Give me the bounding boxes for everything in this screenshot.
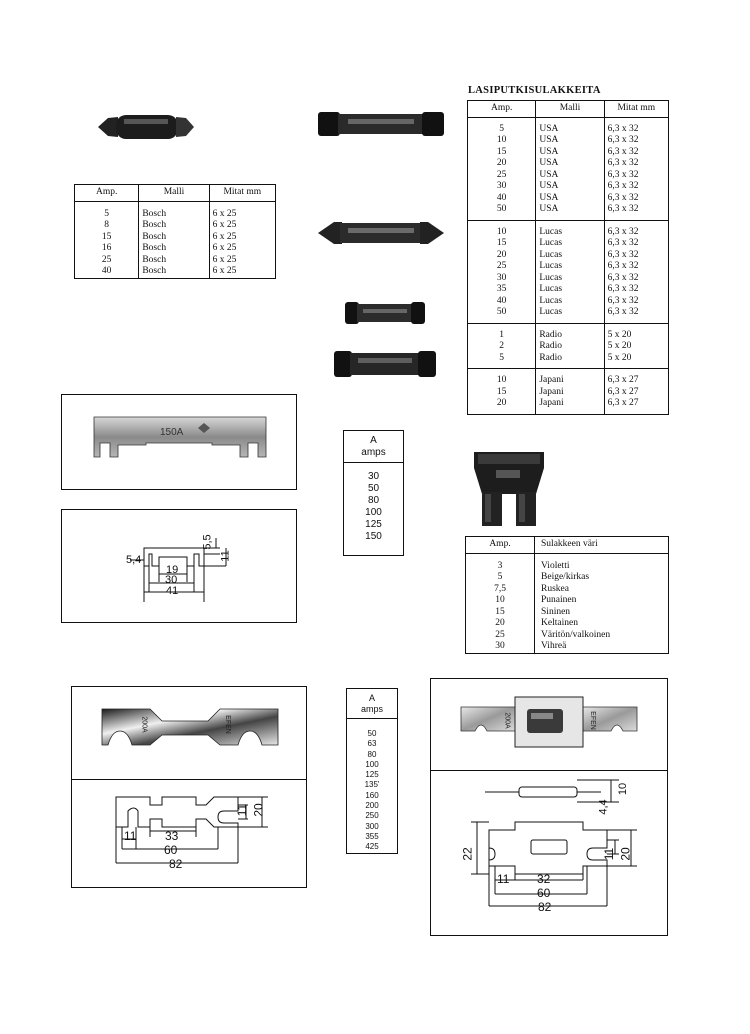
dim-200-6: 20 — [251, 803, 266, 817]
table-row — [468, 273, 669, 285]
dim-small-5: 5,5 — [201, 534, 214, 550]
lucas-glass-fuse-image — [318, 218, 444, 248]
table-cell: 5 x 20 — [604, 323, 668, 341]
table-cell: 25 — [468, 170, 536, 182]
amps-box-2 — [346, 688, 398, 854]
table-cell: 25 — [466, 630, 535, 642]
amps-value: 100 — [365, 507, 382, 518]
table-cell: USA — [536, 158, 604, 170]
table-row — [468, 204, 669, 220]
amps-box-1-values — [344, 463, 403, 543]
table-cell: Lucas — [536, 250, 604, 262]
table-cell: 40 — [468, 296, 536, 308]
table-row — [468, 170, 669, 182]
table-cell: Lucas — [536, 261, 604, 273]
table-cell: 6,3 x 32 — [604, 284, 668, 296]
table-cell: 30 — [468, 273, 536, 285]
strip-200-box — [71, 686, 307, 888]
dim-small-4: 41 — [166, 585, 179, 597]
table-cell: 6,3 x 32 — [604, 181, 668, 193]
dim-200-2: 33 — [165, 829, 179, 843]
table-cell: 6,3 x 27 — [604, 398, 668, 414]
glass-header-model: Malli — [536, 101, 604, 118]
table-cell: 6,3 x 32 — [604, 204, 668, 220]
bosch-header-amp: Amp. — [75, 185, 139, 202]
amps-value: 160 — [365, 790, 379, 800]
dim-anl-5: 22 — [460, 847, 475, 861]
table-cell: 5 — [468, 117, 536, 135]
table-cell: Beige/kirkas — [535, 572, 669, 584]
strip-200-drawing — [72, 779, 306, 887]
dim-anl-2: 32 — [537, 872, 551, 886]
table-cell: 6,3 x 32 — [604, 273, 668, 285]
amps-box-2-unit: amps — [360, 704, 383, 714]
color-header-amp: Amp. — [466, 537, 535, 554]
amps-box-1-header — [344, 431, 403, 463]
amps-value: 125 — [365, 770, 379, 780]
amps-value: 355 — [365, 831, 379, 841]
amps-value: 100 — [365, 759, 379, 769]
dim-small-1: 5,4 — [126, 554, 142, 566]
amps-value: 30 — [367, 471, 380, 482]
dim-anl-8: 4,4 — [597, 799, 610, 815]
dim-anl-6: 11 — [602, 847, 617, 861]
amps-box-2-a: A — [368, 693, 375, 703]
table-cell: Japani — [536, 387, 604, 399]
table-cell: 30 — [468, 181, 536, 193]
table-cell: Keltainen — [535, 618, 669, 630]
glass-fuse-table — [467, 100, 669, 415]
table-row — [466, 630, 669, 642]
table-cell: Lucas — [536, 220, 604, 238]
table-cell: Lucas — [536, 307, 604, 323]
table-cell: Ruskea — [535, 584, 669, 596]
table-row — [468, 147, 669, 159]
table-cell: Lucas — [536, 273, 604, 285]
table-cell: Bosch — [139, 266, 209, 278]
table-cell: 25 — [468, 261, 536, 273]
table-row — [468, 220, 669, 238]
table-cell: 6,3 x 32 — [604, 193, 668, 205]
table-row — [75, 232, 276, 244]
dim-200-3: 60 — [164, 843, 178, 857]
table-row — [466, 553, 669, 572]
glass-fuse-title: LASIPUTKISULAKKEITA — [468, 85, 601, 96]
amps-value: 80 — [367, 495, 380, 506]
table-row — [468, 238, 669, 250]
dim-small-6: 11 — [219, 550, 232, 562]
table-cell: 20 — [468, 158, 536, 170]
amps-box-1-a: A — [370, 435, 377, 446]
table-cell: 7,5 — [466, 584, 535, 596]
table-row — [468, 261, 669, 273]
table-row — [468, 181, 669, 193]
strip-200-image — [72, 687, 306, 779]
table-cell: 6,3 x 27 — [604, 387, 668, 399]
table-row — [468, 387, 669, 399]
table-cell: USA — [536, 135, 604, 147]
table-row — [75, 243, 276, 255]
table-row — [466, 572, 669, 584]
amps-value: 150 — [365, 531, 382, 542]
glass-header-amp: Amp. — [468, 101, 536, 118]
table-cell: 6 x 25 — [209, 255, 275, 267]
dim-anl-1: 11 — [497, 872, 510, 886]
amps-box-2-header — [347, 689, 397, 719]
strip-anl-image — [431, 679, 667, 769]
table-cell: 2 — [468, 341, 536, 353]
table-cell: 6,3 x 32 — [604, 307, 668, 323]
table-cell: 6,3 x 32 — [604, 238, 668, 250]
table-row — [468, 296, 669, 308]
table-cell: USA — [536, 204, 604, 220]
table-cell: 6,3 x 32 — [604, 220, 668, 238]
table-row — [75, 220, 276, 232]
amps-value: 50 — [367, 729, 377, 738]
dim-small-3: 30 — [165, 574, 178, 586]
dim-200-1: 11 — [124, 829, 137, 843]
table-cell: 6,3 x 32 — [604, 147, 668, 159]
amps-box-1-unit: amps — [361, 447, 386, 458]
dim-anl-3: 60 — [537, 886, 551, 900]
amps-value: 63 — [367, 739, 377, 749]
amps-value: 135' — [364, 780, 380, 790]
table-cell: 50 — [468, 307, 536, 323]
table-cell: 25 — [75, 255, 139, 267]
table-cell: 10 — [468, 369, 536, 387]
table-cell: Punainen — [535, 595, 669, 607]
table-row — [468, 158, 669, 170]
table-cell: 6,3 x 32 — [604, 261, 668, 273]
table-cell: Sininen — [535, 607, 669, 619]
table-cell: 16 — [75, 243, 139, 255]
amps-value: 80 — [367, 749, 377, 759]
strip-150-image — [62, 395, 296, 489]
table-cell: 20 — [468, 398, 536, 414]
strip-small-drawing — [62, 510, 296, 622]
amps-box-1 — [343, 430, 404, 556]
bosch-header-dims: Mitat mm — [209, 185, 275, 202]
table-cell: 6,3 x 32 — [604, 117, 668, 135]
table-cell: 35 — [468, 284, 536, 296]
table-cell: Radio — [536, 341, 604, 353]
table-cell: 6,3 x 32 — [604, 170, 668, 182]
table-cell: Japani — [536, 369, 604, 387]
table-cell: 1 — [468, 323, 536, 341]
amps-value: 250 — [365, 811, 379, 821]
table-cell: Violetti — [535, 553, 669, 572]
table-cell: Radio — [536, 353, 604, 369]
amps-value: 200 — [365, 801, 379, 811]
table-row — [466, 618, 669, 630]
table-cell: 15 — [468, 238, 536, 250]
table-row — [75, 255, 276, 267]
color-header-color: Sulakkeen väri — [535, 537, 669, 554]
table-cell: USA — [536, 181, 604, 193]
table-cell: 6 x 25 — [209, 201, 275, 220]
table-cell: USA — [536, 147, 604, 159]
amps-value: 125 — [365, 519, 382, 530]
table-cell: 3 — [466, 553, 535, 572]
table-cell: Bosch — [139, 232, 209, 244]
table-row — [466, 641, 669, 653]
table-cell: 5 — [466, 572, 535, 584]
bosch-header-model: Malli — [139, 185, 209, 202]
dim-anl-7: 20 — [618, 847, 633, 861]
amps-value: 50 — [367, 483, 380, 494]
table-cell: 5 x 20 — [604, 341, 668, 353]
blade-fuse-image — [470, 448, 548, 528]
table-cell: 15 — [468, 147, 536, 159]
table-cell: 6,3 x 32 — [604, 158, 668, 170]
table-cell: 10 — [468, 220, 536, 238]
table-cell: 50 — [468, 204, 536, 220]
table-row — [468, 341, 669, 353]
table-cell: 20 — [468, 250, 536, 262]
dim-200-5: 11 — [235, 803, 250, 817]
table-row — [468, 369, 669, 387]
amps-value: 425 — [365, 842, 379, 852]
table-cell: 8 — [75, 220, 139, 232]
strip-200-label: 200A — [140, 716, 148, 733]
table-cell: 40 — [468, 193, 536, 205]
table-cell: 6 x 25 — [209, 243, 275, 255]
amps-box-2-values — [347, 719, 397, 853]
table-row — [75, 201, 276, 220]
table-cell: 6,3 x 32 — [604, 250, 668, 262]
table-cell: Japani — [536, 398, 604, 414]
table-cell: 15 — [466, 607, 535, 619]
table-cell: Bosch — [139, 220, 209, 232]
table-cell: Vihreä — [535, 641, 669, 653]
dim-small-2: 19 — [166, 564, 179, 576]
table-cell: Bosch — [139, 243, 209, 255]
strip-150-label: 150A — [160, 427, 184, 438]
table-cell: USA — [536, 193, 604, 205]
table-row — [468, 250, 669, 262]
table-cell: 10 — [468, 135, 536, 147]
table-cell: Radio — [536, 323, 604, 341]
table-cell: 6,3 x 32 — [604, 296, 668, 308]
glass-header-dims: Mitat mm — [604, 101, 668, 118]
table-cell: USA — [536, 117, 604, 135]
table-row — [466, 595, 669, 607]
table-cell: 6 x 25 — [209, 232, 275, 244]
table-cell: USA — [536, 170, 604, 182]
radio-glass-fuse-image — [345, 301, 425, 325]
table-cell: 6,3 x 27 — [604, 369, 668, 387]
strip-anl-label: 200A — [503, 712, 511, 729]
dim-anl-9: 10 — [617, 782, 630, 796]
table-cell: 40 — [75, 266, 139, 278]
table-cell: Bosch — [139, 201, 209, 220]
table-row — [466, 607, 669, 619]
usa-glass-fuse-image — [318, 110, 444, 138]
table-cell: Väritön/valkoinen — [535, 630, 669, 642]
table-cell: 15 — [468, 387, 536, 399]
table-cell: 6 x 25 — [209, 220, 275, 232]
table-row — [468, 284, 669, 296]
table-cell: 20 — [466, 618, 535, 630]
table-cell: Lucas — [536, 284, 604, 296]
table-cell: 6 x 25 — [209, 266, 275, 278]
table-cell: 5 — [468, 353, 536, 369]
strip-150-photo-box — [61, 394, 297, 490]
table-cell: 6,3 x 32 — [604, 135, 668, 147]
table-cell: Lucas — [536, 238, 604, 250]
table-row — [468, 398, 669, 414]
table-row — [468, 117, 669, 135]
table-row — [468, 323, 669, 341]
table-cell: Bosch — [139, 255, 209, 267]
amps-value: 300 — [365, 821, 379, 831]
strip-anl-brand: EFEN — [588, 711, 596, 730]
strip-small-drawing-box — [61, 509, 297, 623]
table-row — [468, 193, 669, 205]
table-row — [75, 266, 276, 278]
table-row — [468, 135, 669, 147]
strip-200-brand: EFEN — [223, 715, 231, 734]
japani-glass-fuse-image — [334, 350, 436, 378]
table-cell: 30 — [466, 641, 535, 653]
bosch-fuse-image — [96, 110, 196, 144]
table-row — [468, 353, 669, 369]
table-row — [468, 307, 669, 323]
dim-200-4: 82 — [169, 857, 183, 871]
table-cell: Lucas — [536, 296, 604, 308]
table-cell: 10 — [466, 595, 535, 607]
table-cell: 15 — [75, 232, 139, 244]
table-cell: 5 — [75, 201, 139, 220]
table-row — [466, 584, 669, 596]
bosch-table — [74, 184, 276, 279]
table-cell: 5 x 20 — [604, 353, 668, 369]
strip-anl-box — [430, 678, 668, 936]
dim-anl-4: 82 — [538, 900, 552, 914]
color-table — [465, 536, 669, 654]
